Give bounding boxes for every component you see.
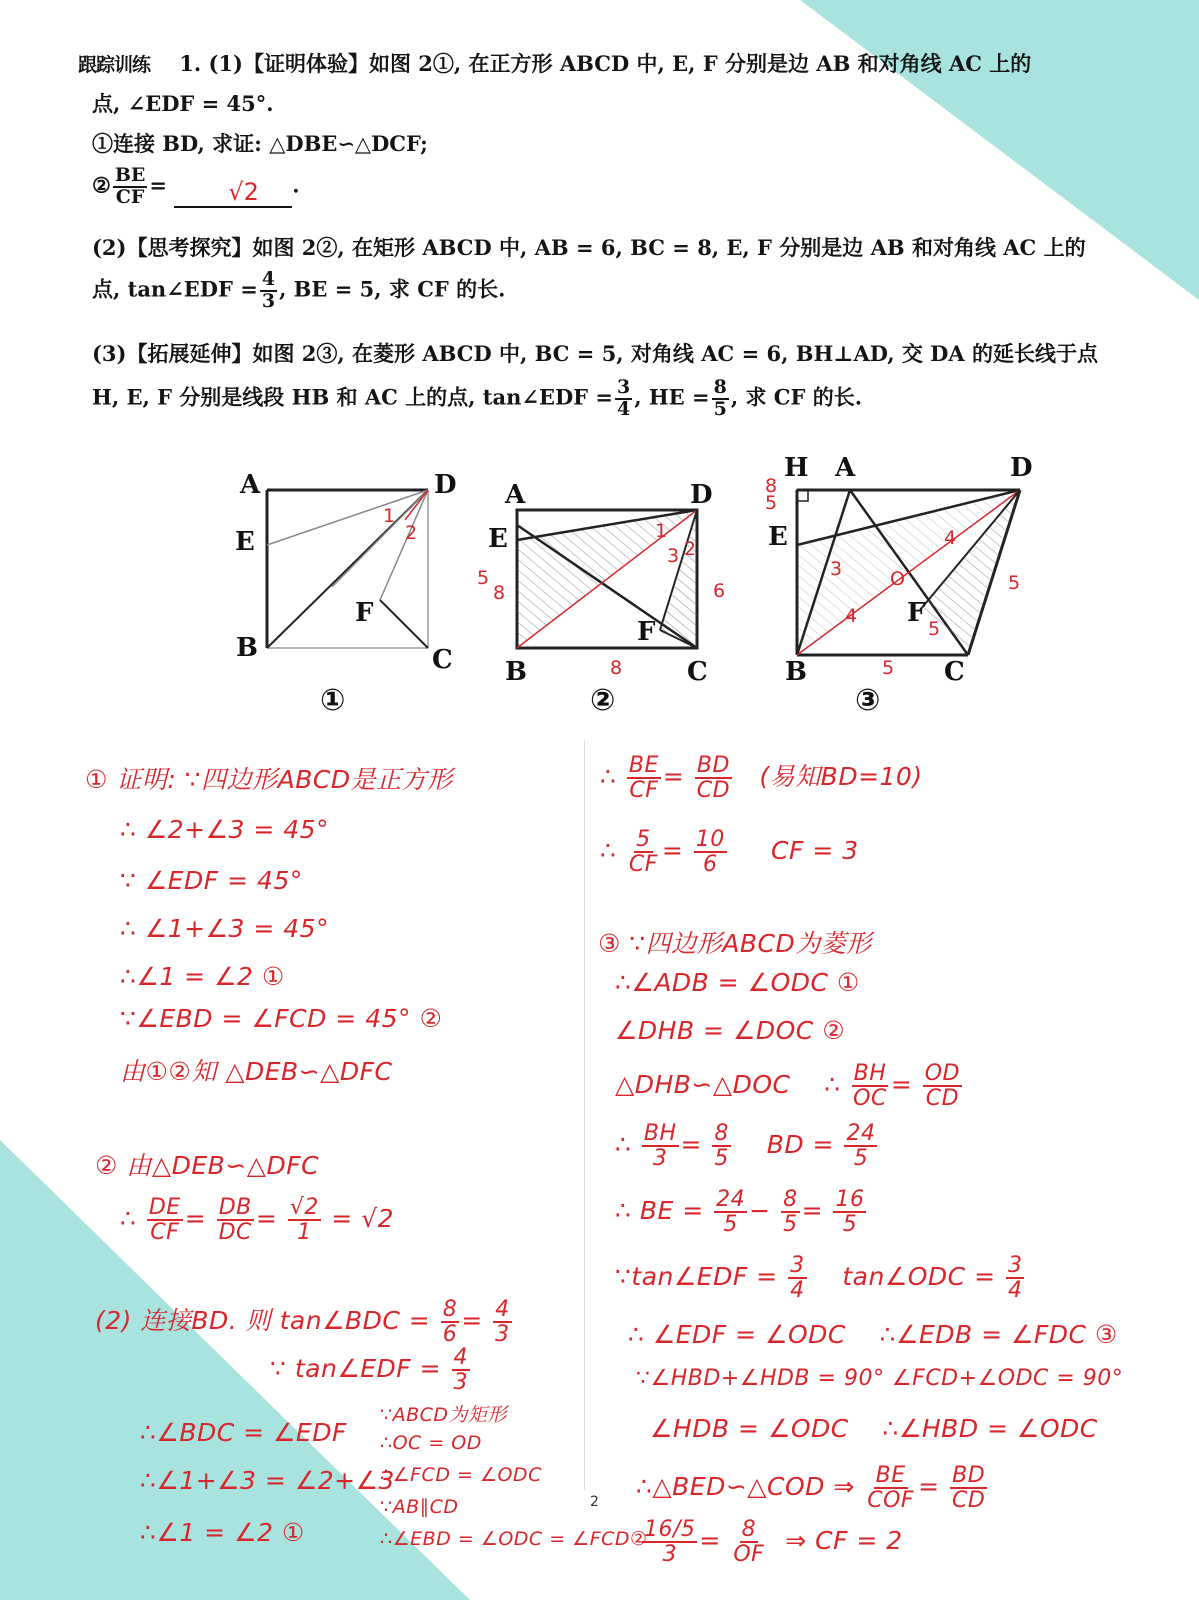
sol-right-19: ∴△BED∽△COD ⇒ $\frac{BE}{\text{COF}}$ = $\frac{BD}{CD}$ bbox=[636, 1463, 986, 1514]
fig2-label-e: E bbox=[488, 524, 508, 554]
page-number: 2 bbox=[590, 1494, 599, 1510]
problem-line-2: 点, ∠EDF = 45°. bbox=[92, 91, 274, 116]
fig1-label-f: F bbox=[355, 598, 374, 628]
sol-right-4: ③ ∵四边形ABCD为菱形 bbox=[598, 929, 872, 958]
fig2-len-8a: 8 bbox=[493, 582, 506, 604]
fig3-label-b: B bbox=[785, 657, 807, 687]
sol-right-9: ∴ $\frac{BH}{3}$ = $\frac{8}{5}$ BD = $\frac{24}{5}$ bbox=[615, 1121, 876, 1172]
sol-right-11: ∴ BE = $\frac{24}{5}$ − $\frac{8}{5}$ = $\frac{16}{5}$ bbox=[615, 1187, 865, 1238]
fig1-label-d: D bbox=[434, 470, 457, 500]
fig1-mark-1: 1 bbox=[383, 505, 396, 527]
fig3-mark-o: O bbox=[890, 568, 906, 590]
fig3-label-d: D bbox=[1010, 453, 1033, 483]
fig2-label-b: B bbox=[505, 657, 527, 687]
sol-left-9: ∵ tan∠EDF = $\frac{4}{3}$ bbox=[270, 1345, 469, 1396]
problem-line-3: ①连接 BD, 求证: △DBE∽△DCF; bbox=[92, 131, 428, 156]
sol-left-7: ② 由△DEB∽△DFC bbox=[95, 1151, 320, 1180]
fig3-label-e: E bbox=[768, 522, 788, 552]
sol-left-4: ∴∠1 = ∠2 ① bbox=[120, 962, 285, 991]
fig2-mark-3: 3 bbox=[667, 545, 680, 567]
sol-right-0: ∴ $\frac{BE}{CF}$ = $\frac{BD}{CD}$ (易知BD=10) bbox=[600, 753, 923, 804]
sol-left-10: ∴∠BDC = ∠EDF bbox=[140, 1418, 347, 1447]
sol-right-20: $\frac{16/5}{3}$ = $\frac{8}{OF}$ ⇒ CF = 2 bbox=[644, 1517, 903, 1568]
sol-left-ratio: ∴ $\frac{DE}{CF}$ = $\frac{DB}{DC}$ = $\frac{√2}{1}$ = √2 bbox=[120, 1195, 395, 1246]
fig3-mark-5c: 5 bbox=[882, 657, 895, 679]
sol-left-small-3: ∵AB∥CD bbox=[380, 1496, 459, 1518]
fig2-len-8b: 8 bbox=[610, 657, 623, 679]
figure-2-number: ② bbox=[590, 683, 616, 718]
fig3-mark-4a: 4 bbox=[944, 527, 957, 549]
problem-text-1: 1. (1)【证明体验】如图 2①, 在正方形 ABCD 中, E, F 分别是边 AB 和对角线 AC 上的 bbox=[179, 51, 1032, 76]
sol-left-8: (2) 连接BD. 则 tan∠BDC = $\frac{8}{6}$ = $\frac{4}{3}$ bbox=[95, 1297, 510, 1348]
sol-left-3: ∴ ∠1+∠3 = 45° bbox=[120, 914, 330, 943]
figure-3-number: ③ bbox=[855, 683, 881, 718]
fig2-label-f: F bbox=[637, 617, 656, 647]
fig2-label-c: C bbox=[687, 657, 708, 687]
column-divider bbox=[584, 740, 585, 1490]
sol-right-5: ∴∠ADB = ∠ODC ① bbox=[615, 968, 860, 997]
geometry-figures bbox=[0, 0, 1199, 760]
answer-value: √2 bbox=[228, 177, 259, 206]
fig3-mark-3: 3 bbox=[830, 558, 843, 580]
sol-right-16: ∵∠HBD+∠HDB = 90° ∠FCD+∠ODC = 90° bbox=[636, 1366, 1124, 1391]
sol-left-1: ∴ ∠2+∠3 = 45° bbox=[120, 815, 330, 844]
sol-right-6: ∠DHB = ∠DOC ② bbox=[615, 1016, 846, 1045]
fig2-len-6: 6 bbox=[713, 580, 726, 602]
fig1-label-a: A bbox=[240, 470, 261, 500]
sol-left-11: ∴∠1+∠3 = ∠2+∠3 bbox=[140, 1466, 395, 1495]
figure-1 bbox=[267, 490, 428, 648]
fig3-mark-5a: 5 bbox=[765, 492, 778, 514]
fig3-label-f: F bbox=[907, 598, 926, 628]
fig3-mark-8: 8 bbox=[765, 475, 778, 497]
sol-left-2: ∵ ∠EDF = 45° bbox=[120, 866, 303, 895]
sol-left-12: ∴∠1 = ∠2 ① bbox=[140, 1518, 305, 1547]
fig2-label-d: D bbox=[690, 480, 713, 510]
problem-line-7: (3)【拓展延伸】如图 2③, 在菱形 ABCD 中, BC = 5, 对角线 AC = 6, BH⊥AD, 交 DA 的延长线于点 bbox=[92, 341, 1098, 366]
problem-line-4: ② $\frac{BE}{CF}$ = √2 . bbox=[92, 164, 300, 208]
sol-left-small-1: ∴OC = OD bbox=[380, 1432, 482, 1454]
fig1-label-b: B bbox=[236, 633, 258, 663]
practice-tag: 跟踪训练 bbox=[78, 54, 151, 76]
fig3-label-c: C bbox=[944, 657, 965, 687]
sol-right-7: △DHB∽△DOC ∴ $\frac{BH}{OC}$ = $\frac{OD}{CD}$ bbox=[615, 1061, 960, 1112]
sol-right-2: ∴ $\frac{5}{CF}$ = $\frac{10}{6}$ CF = 3 bbox=[600, 827, 859, 878]
problem-line-5: (2)【思考探究】如图 2②, 在矩形 ABCD 中, AB = 6, BC = 8, E, F 分别是边 AB 和对角线 AC 上的 bbox=[92, 235, 1086, 260]
figure-2 bbox=[517, 510, 697, 648]
sol-left-small-0: ∵ABCD为矩形 bbox=[380, 1404, 508, 1426]
sol-left-small-4: ∴∠EBD = ∠ODC = ∠FCD② bbox=[380, 1528, 648, 1550]
sol-left-small-2: ∴∠FCD = ∠ODC bbox=[380, 1464, 542, 1486]
sol-right-12: ∵tan∠EDF = $\frac{3}{4}$ tan∠ODC = $\frac{3}{4}$ bbox=[615, 1253, 1023, 1304]
fig3-label-h: H bbox=[784, 453, 809, 483]
fig2-mark-1: 1 bbox=[655, 520, 668, 542]
fig3-label-a: A bbox=[835, 453, 856, 483]
fig2-label-a: A bbox=[505, 480, 526, 510]
fig1-label-e: E bbox=[235, 527, 255, 557]
fig1-label-c: C bbox=[432, 645, 453, 675]
fig2-len-5: 5 bbox=[477, 567, 490, 589]
problem-line-6: 点, tan∠EDF = $\frac{4}{3}$ , BE = 5, 求 CF 的长. bbox=[92, 268, 506, 312]
sol-left-0: ① 证明: ∵四边形ABCD是正方形 bbox=[85, 765, 453, 794]
fig2-mark-2: 2 bbox=[684, 538, 697, 560]
sol-right-17: ∠HDB = ∠ODC ∴∠HBD = ∠ODC bbox=[650, 1414, 1098, 1443]
problem-line-8: H, E, F 分别是线段 HB 和 AC 上的点, tan∠EDF = $\frac{3}{4}$ , HE = $\frac{8}{5}$ , 求 CF 的长. bbox=[92, 376, 863, 420]
sol-left-6: 由①②知 △DEB∽△DFC bbox=[120, 1057, 393, 1086]
sol-left-5: ∵∠EBD = ∠FCD = 45° ② bbox=[120, 1004, 443, 1033]
be-over-cf: $\frac{BE}{CF}$ bbox=[114, 164, 146, 208]
fig3-mark-5b: 5 bbox=[1008, 572, 1021, 594]
fig3-mark-4b: 4 bbox=[845, 605, 858, 627]
fig3-mark-5d: 5 bbox=[928, 618, 941, 640]
fig1-mark-2: 2 bbox=[405, 522, 418, 544]
figure-1-number: ① bbox=[320, 683, 346, 718]
sol-right-14: ∴ ∠EDF = ∠ODC ∴∠EDB = ∠FDC ③ bbox=[628, 1320, 1118, 1349]
